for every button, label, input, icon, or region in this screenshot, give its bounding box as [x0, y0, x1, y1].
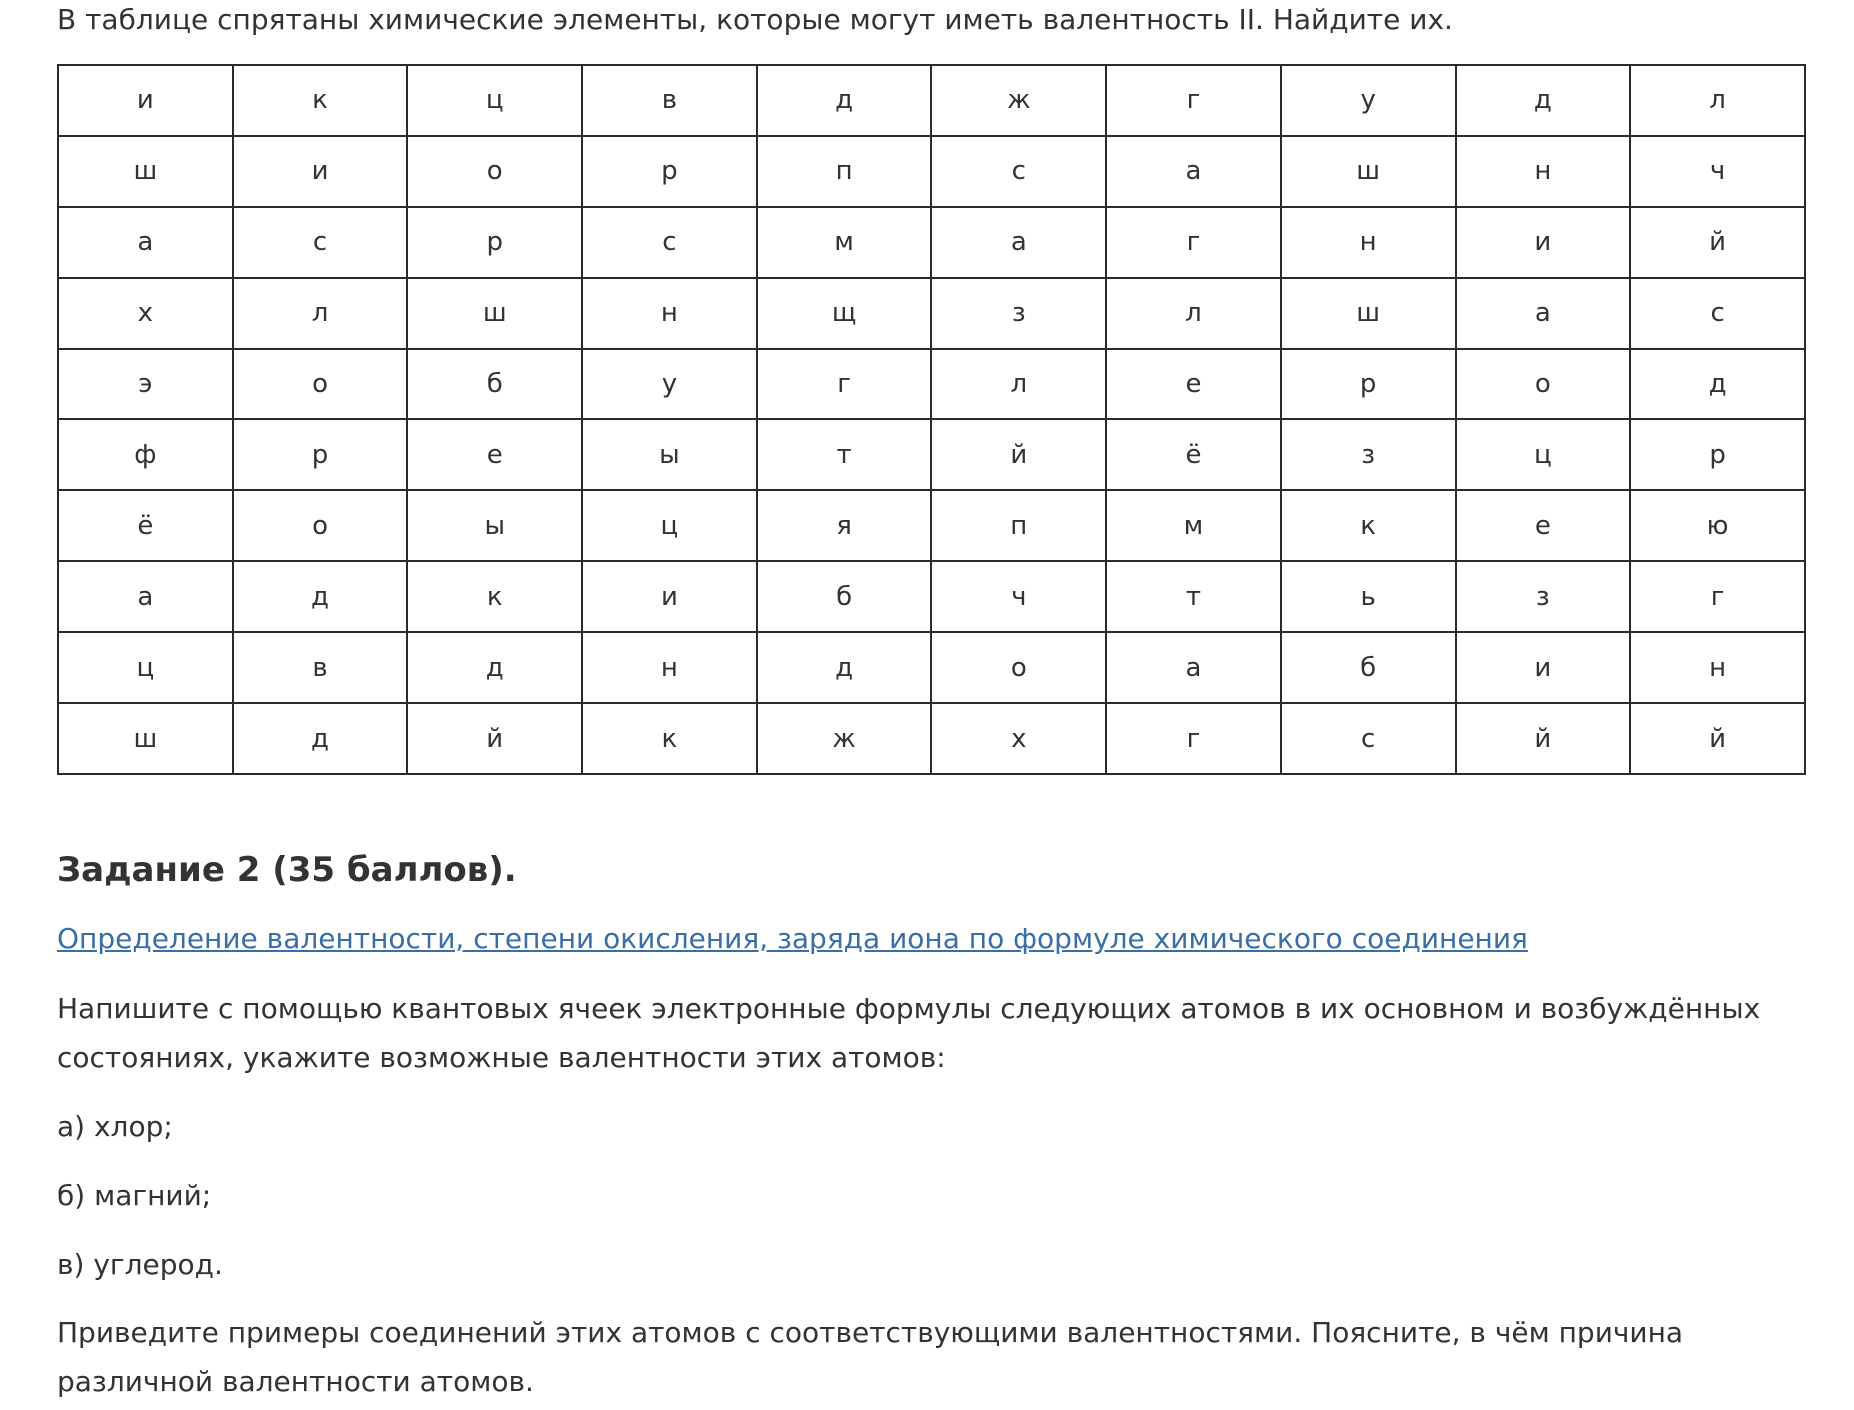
grid-cell: с [1281, 703, 1456, 774]
task-followup: Приведите примеры соединений этих атомов с соответствующими валентностями. Поясните, в чём причина различной валентности атомов. [57, 1316, 1684, 1398]
grid-cell: д [757, 65, 932, 136]
grid-cell: и [582, 561, 757, 632]
grid-cell: й [1630, 207, 1805, 278]
grid-cell: ы [407, 490, 582, 561]
grid-cell: г [1630, 561, 1805, 632]
grid-cell: у [582, 349, 757, 420]
grid-cell: у [1281, 65, 1456, 136]
grid-row [58, 349, 1805, 420]
letter-grid [57, 64, 1806, 775]
grid-cell: ь [1281, 561, 1456, 632]
grid-cell: д [407, 632, 582, 703]
grid-cell: а [1456, 278, 1631, 349]
grid-cell: т [757, 419, 932, 490]
grid-cell: ч [1630, 136, 1805, 207]
grid-cell: и [233, 136, 408, 207]
grid-cell: н [582, 632, 757, 703]
intro-text: В таблице спрятаны химические элементы, которые могут иметь валентность II. Найдите их. [57, 3, 1453, 36]
grid-cell: д [233, 561, 408, 632]
grid-cell: ё [58, 490, 233, 561]
grid-cell: а [931, 207, 1106, 278]
grid-cell: и [58, 65, 233, 136]
valence-topic-link[interactable]: Определение валентности, степени окисления, заряда иона по формуле химического соединения [57, 922, 1528, 955]
grid-cell: р [233, 419, 408, 490]
grid-cell: о [931, 632, 1106, 703]
grid-row [58, 136, 1805, 207]
grid-cell: н [582, 278, 757, 349]
grid-cell: с [582, 207, 757, 278]
grid-cell: н [1281, 207, 1456, 278]
grid-cell: л [1630, 65, 1805, 136]
grid-cell: ц [582, 490, 757, 561]
grid-cell: д [757, 632, 932, 703]
task-item-carbon: в) углерод. [57, 1248, 223, 1281]
grid-cell: р [1630, 419, 1805, 490]
grid-row [58, 278, 1805, 349]
grid-cell: й [1456, 703, 1631, 774]
grid-cell: а [58, 207, 233, 278]
grid-cell: ю [1630, 490, 1805, 561]
grid-cell: я [757, 490, 932, 561]
task-heading: Задание 2 (35 баллов). [57, 850, 517, 890]
grid-cell: л [931, 349, 1106, 420]
grid-cell: д [233, 703, 408, 774]
grid-cell: й [407, 703, 582, 774]
grid-row [58, 65, 1805, 136]
grid-cell: а [1106, 632, 1281, 703]
grid-cell: р [1281, 349, 1456, 420]
grid-cell: с [1630, 278, 1805, 349]
grid-cell: ж [757, 703, 932, 774]
grid-row [58, 419, 1805, 490]
grid-cell: м [1106, 490, 1281, 561]
grid-cell: ш [1281, 136, 1456, 207]
grid-cell: п [757, 136, 932, 207]
grid-row [58, 490, 1805, 561]
grid-cell: х [58, 278, 233, 349]
grid-cell: р [582, 136, 757, 207]
grid-cell: к [582, 703, 757, 774]
grid-cell: н [1630, 632, 1805, 703]
grid-cell: б [757, 561, 932, 632]
grid-cell: ш [1281, 278, 1456, 349]
grid-cell: з [1281, 419, 1456, 490]
grid-cell: о [233, 490, 408, 561]
grid-cell: б [407, 349, 582, 420]
grid-cell: е [407, 419, 582, 490]
grid-cell: р [407, 207, 582, 278]
grid-cell: б [1281, 632, 1456, 703]
grid-cell: ё [1106, 419, 1281, 490]
task-instructions: Напишите с помощью квантовых ячеек электронные формулы следующих атомов в их основном и возбуждённых состояниях, укажите возможные валентности этих атомов: [57, 992, 1761, 1074]
grid-cell: л [233, 278, 408, 349]
grid-cell: д [1456, 65, 1631, 136]
grid-cell: о [407, 136, 582, 207]
grid-cell: и [1456, 632, 1631, 703]
grid-cell: с [931, 136, 1106, 207]
grid-cell: г [1106, 207, 1281, 278]
grid-cell: ш [407, 278, 582, 349]
grid-cell: т [1106, 561, 1281, 632]
grid-row [58, 703, 1805, 774]
grid-cell: к [1281, 490, 1456, 561]
grid-cell: м [757, 207, 932, 278]
grid-cell: ц [58, 632, 233, 703]
grid-cell: е [1456, 490, 1631, 561]
grid-cell: е [1106, 349, 1281, 420]
grid-cell: л [1106, 278, 1281, 349]
grid-cell: й [1630, 703, 1805, 774]
grid-cell: а [58, 561, 233, 632]
grid-cell: ц [407, 65, 582, 136]
grid-cell: о [1456, 349, 1631, 420]
task-item-chlorine: а) хлор; [57, 1110, 173, 1143]
grid-cell: ш [58, 703, 233, 774]
grid-cell: э [58, 349, 233, 420]
grid-cell: в [233, 632, 408, 703]
grid-cell: з [1456, 561, 1631, 632]
grid-cell: ф [58, 419, 233, 490]
grid-cell: й [931, 419, 1106, 490]
grid-row [58, 632, 1805, 703]
grid-cell: щ [757, 278, 932, 349]
task-item-magnesium: б) магний; [57, 1179, 212, 1212]
grid-row [58, 207, 1805, 278]
grid-cell: к [233, 65, 408, 136]
grid-cell: д [1630, 349, 1805, 420]
grid-cell: п [931, 490, 1106, 561]
grid-row [58, 561, 1805, 632]
grid-cell: ш [58, 136, 233, 207]
grid-cell: з [931, 278, 1106, 349]
grid-cell: н [1456, 136, 1631, 207]
grid-cell: а [1106, 136, 1281, 207]
grid-cell: с [233, 207, 408, 278]
grid-cell: ы [582, 419, 757, 490]
grid-cell: ч [931, 561, 1106, 632]
grid-cell: г [1106, 65, 1281, 136]
grid-cell: о [233, 349, 408, 420]
grid-cell: ц [1456, 419, 1631, 490]
grid-cell: и [1456, 207, 1631, 278]
grid-cell: к [407, 561, 582, 632]
grid-cell: ж [931, 65, 1106, 136]
grid-cell: г [757, 349, 932, 420]
grid-cell: х [931, 703, 1106, 774]
grid-cell: г [1106, 703, 1281, 774]
grid-cell: в [582, 65, 757, 136]
